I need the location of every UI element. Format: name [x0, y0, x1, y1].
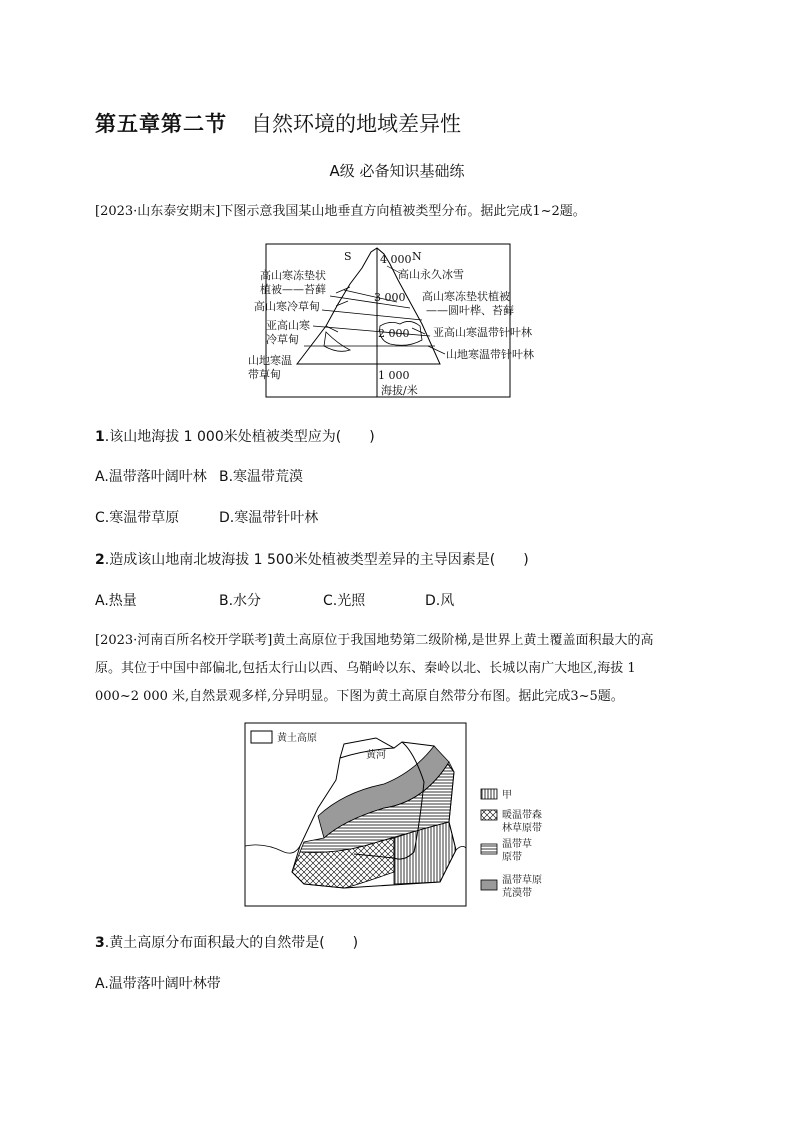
- q2-option-b[interactable]: B.水分: [219, 593, 262, 609]
- q1-option-a[interactable]: A.温带落叶阔叶林: [95, 469, 207, 485]
- page-title: [95, 108, 461, 138]
- label-subalpine-meadow-1: 亚高山寒: [266, 319, 310, 332]
- mountain-vegetation-figure: [240, 240, 540, 400]
- label-mountain-meadow-2: 带草甸: [248, 368, 281, 381]
- loess-plateau-zones-figure: [244, 722, 554, 910]
- label-subalpine-forest: 亚高山寒温带针叶林: [433, 326, 532, 339]
- label-cushion-left-2: 植被——苔藓: [260, 283, 326, 296]
- legend-jia-swatch: [481, 789, 497, 799]
- group2-intro-line: 000~2 000 米,自然景观多样,分异明显。下图为黄土高原自然带分布图。据此完成3~5题。: [95, 689, 624, 704]
- elevation-3000-label: 3 000: [374, 291, 406, 304]
- q3-option-a[interactable]: A.温带落叶阔叶林带: [95, 976, 221, 992]
- q1-option-c[interactable]: C.寒温带草原: [95, 510, 180, 526]
- group2-intro-line: [2023·河南百所名校开学联考]黄土高原位于我国地势第二级阶梯,是世界上黄土覆盖面积最大的高: [95, 633, 654, 648]
- level-subtitle: A级 必备知识基础练: [329, 162, 465, 180]
- group2-intro-line: 原。其位于中国中部偏北,包括太行山以西、乌鞘岭以东、秦岭以北、长城以南广大地区,海拔 1: [95, 661, 636, 676]
- legend-forest-label-1: 暖温带森: [502, 810, 542, 821]
- q2-option-d[interactable]: D.风: [425, 593, 455, 609]
- q1-option-d[interactable]: D.寒温带针叶林: [219, 510, 319, 526]
- label-cushion-right-2: ——圆叶桦、苔藓: [426, 304, 514, 317]
- legend-plateau-swatch: [251, 731, 272, 743]
- legend-desert-swatch: [481, 880, 497, 890]
- label-mountain-forest: 山地寒温带针叶林: [446, 348, 534, 361]
- question-number: 1: [95, 429, 105, 445]
- south-label: S: [344, 250, 352, 263]
- north-label: N: [412, 250, 422, 263]
- legend-jia-label: 甲: [502, 790, 512, 801]
- chapter-heading: 第五章第二节: [95, 112, 227, 136]
- group2-intro: [95, 627, 705, 711]
- question-text: .黄土高原分布面积最大的自然带是( ): [104, 935, 359, 951]
- legend-desert-label-2: 荒漠带: [502, 888, 532, 899]
- legend-forest-label-2: 林草原带: [502, 823, 542, 834]
- axis-label: 海拔/米: [381, 384, 418, 397]
- section-heading: 自然环境的地域差异性: [251, 112, 461, 136]
- label-alpine-meadow: 高山寒冷草甸: [254, 300, 320, 313]
- legend-grass-swatch: [481, 844, 497, 854]
- group1-intro: [2023·山东泰安期末]下图示意我国某山地垂直方向植被类型分布。据此完成1~2题。: [95, 204, 586, 219]
- question-2: [95, 549, 529, 569]
- legend-plateau-label: 黄土高原: [277, 733, 317, 744]
- question-number: 3: [95, 935, 105, 951]
- q2-option-a[interactable]: A.热量: [95, 593, 137, 609]
- elevation-2000-label: 2 000: [378, 327, 410, 340]
- question-text: .造成该山地南北坡海拔 1 500米处植被类型差异的主导因素是( ): [104, 552, 529, 568]
- legend-grass-label-1: 温带草: [502, 839, 532, 850]
- elevation-1000-label: 1 000: [378, 369, 410, 382]
- legend-forest-swatch: [481, 810, 497, 820]
- legend-desert-label-1: 温带草原: [502, 875, 542, 886]
- river-label: 黄河: [366, 750, 386, 761]
- legend-grass-label-2: 原带: [502, 852, 522, 863]
- question-number: 2: [95, 552, 105, 568]
- q2-option-c[interactable]: C.光照: [323, 593, 366, 609]
- q1-option-b[interactable]: B.寒温带荒漠: [219, 469, 304, 485]
- question-3: [95, 932, 358, 952]
- label-cushion-left-1: 高山寒冻垫状: [260, 269, 326, 282]
- label-permanent-snow: 高山永久冰雪: [398, 268, 464, 281]
- label-mountain-meadow-1: 山地寒温: [248, 354, 292, 367]
- label-subalpine-meadow-2: 冷草甸: [266, 333, 299, 346]
- elevation-4000-label: 4 000: [380, 253, 412, 266]
- question-text: .该山地海拔 1 000米处植被类型应为( ): [104, 429, 375, 445]
- question-1: [95, 426, 375, 446]
- label-cushion-right-1: 高山寒冻垫状植被: [422, 290, 510, 303]
